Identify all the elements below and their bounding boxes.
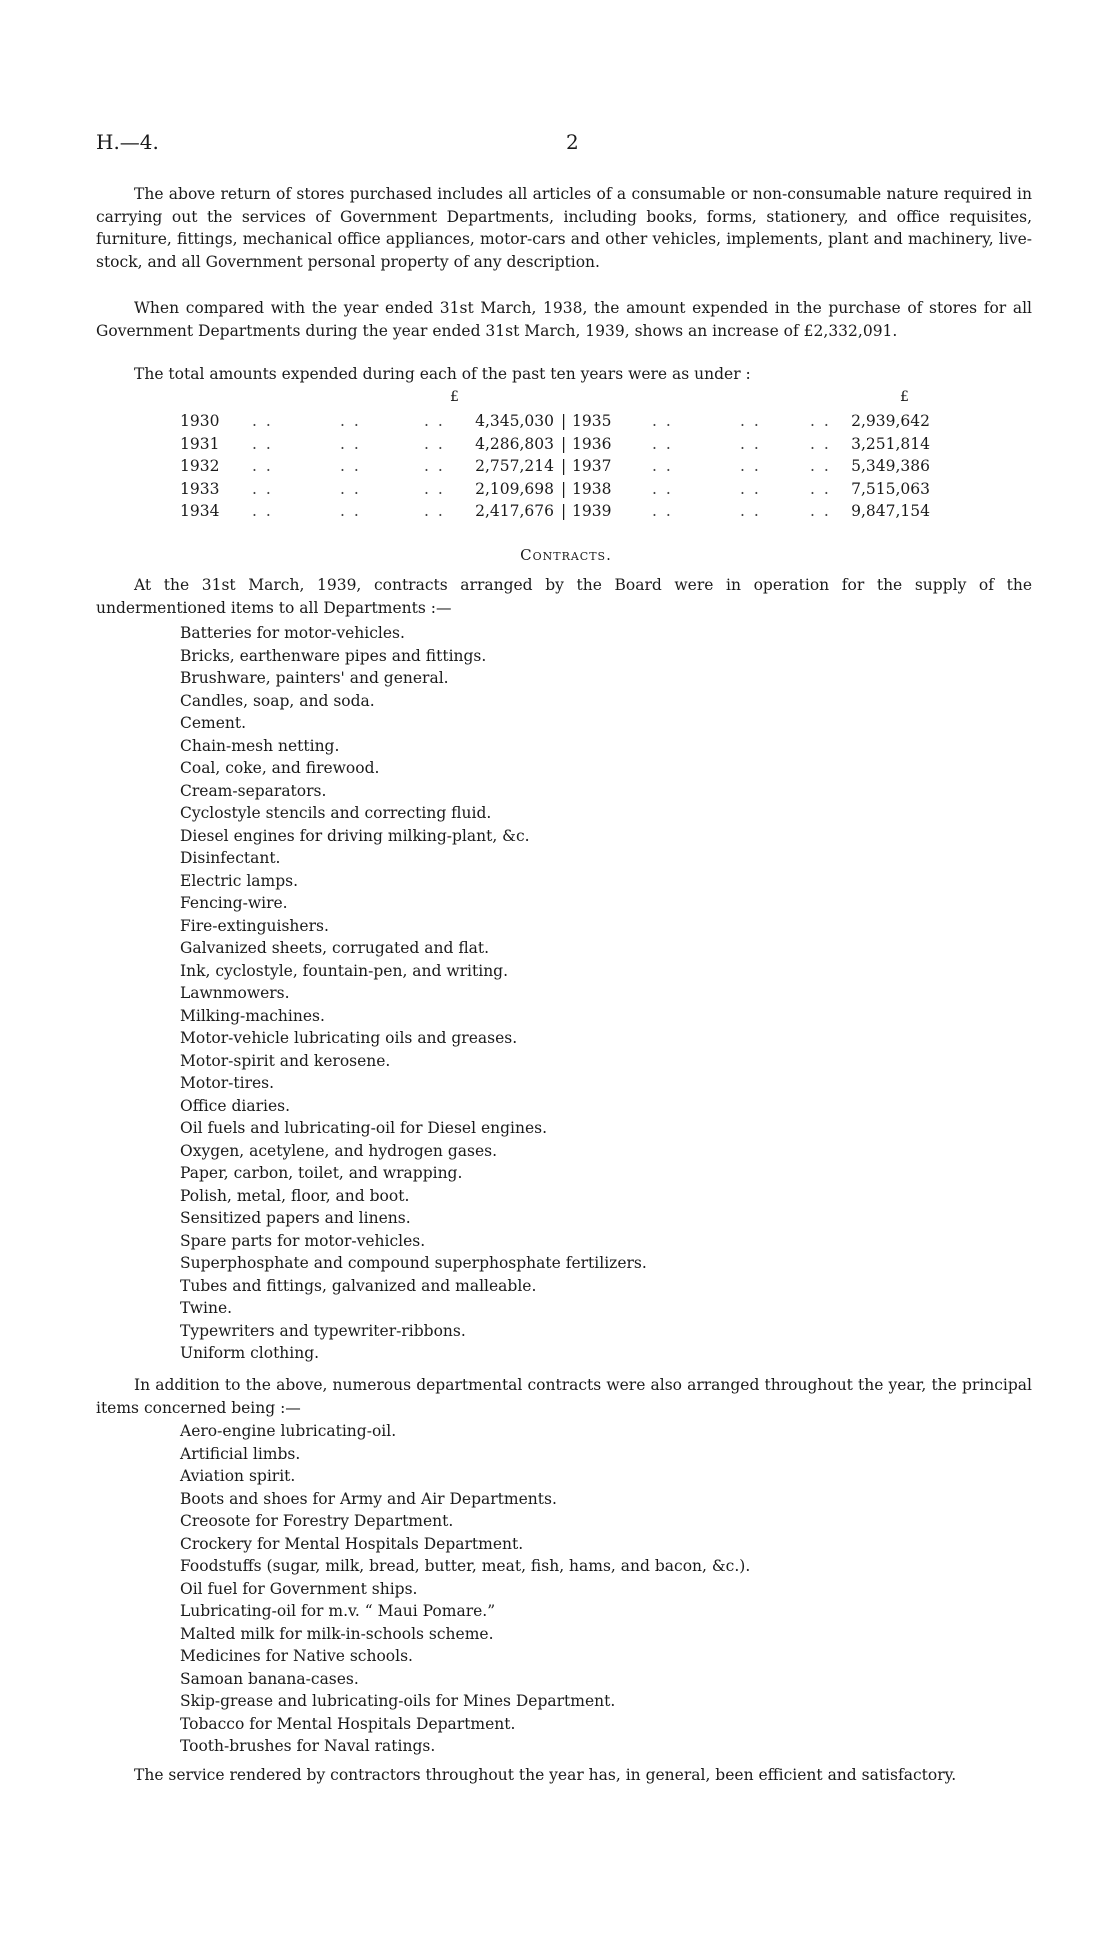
paragraph-stores-description: The above return of stores purchased includes all articles of a consumable or non-consumable nature required in carrying out the services of Government Departments, including books, forms, stationery, and office requisites, furniture, fittings, mechanical office appliances, motor-cars and other vehicles, implements, plant and machinery, live-stock, and all Government personal property of any description. [96,185,1032,271]
list-item: Tobacco for Mental Hospitals Department. [180,1714,516,1733]
leader-dots: . . [810,412,831,430]
list-item: Fencing-wire. [180,894,288,912]
list-item: Office diaries. [180,1096,290,1115]
table-row [180,478,960,501]
column-divider: | [561,412,567,430]
list-item: Aero-engine lubricating-oil. [180,1422,397,1440]
leader-dots: . . [652,479,673,498]
amount-cell: 7,515,063 [851,479,930,498]
table-row [180,455,960,478]
amount-cell: 5,349,386 [851,457,930,475]
list-item: Creosote for Forestry Department. [180,1512,454,1530]
currency-heading-right: £ [900,389,909,405]
list-item: Sensitized papers and linens. [180,1209,411,1227]
list-item: Chain-mesh netting. [180,736,340,755]
list-item: Batteries for motor-vehicles. [180,624,405,642]
list-item: Diesel engines for driving milking-plant, &c. [180,826,530,845]
list-item: Artificial limbs. [180,1444,301,1463]
amount-cell: 4,286,803 [475,434,554,453]
list-item: Fire-extinguishers. [180,916,329,935]
list-item: Coal, coke, and firewood. [180,759,380,777]
leader-dots: . . [740,502,761,520]
list-item: Skip-grease and lubricating-oils for Mines Department. [180,1692,616,1710]
leader-dots: . . [652,502,673,520]
table-row [180,433,960,456]
amount-cell: 2,417,676 [475,502,554,520]
list-item: Paper, carbon, toilet, and wrapping. [180,1164,463,1182]
list-item: Motor-spirit and kerosene. [180,1051,391,1070]
leader-dots: . . [652,434,673,453]
column-divider: | [561,479,567,498]
list-item: Disinfectant. [180,849,281,867]
leader-dots: . . [252,434,273,453]
amount-cell: 2,757,214 [475,457,554,475]
leader-dots: . . [652,457,673,475]
leader-dots: . . [252,502,273,520]
leader-dots: . . [424,412,445,430]
leader-dots: . . [424,457,445,475]
year-cell: 1936 [572,434,612,453]
leader-dots: . . [340,412,361,430]
column-divider: | [561,434,567,453]
totals-table [180,410,960,523]
document-reference: H.—4. [96,130,159,154]
currency-heading-left: £ [450,389,459,405]
leader-dots: . . [340,502,361,520]
leader-dots: . . [340,434,361,453]
leader-dots: . . [810,479,831,498]
list-item: Candles, soap, and soda. [180,691,375,710]
board-contract-items-list [180,622,647,1365]
list-item: Oxygen, acetylene, and hydrogen gases. [180,1141,498,1160]
list-item: Tubes and fittings, galvanized and malleable. [180,1276,537,1295]
leader-dots: . . [252,412,273,430]
paragraph-totals-intro: The total amounts expended during each of the past ten years were as under : [134,365,751,383]
list-item: Spare parts for motor-vehicles. [180,1231,426,1250]
list-item: Foodstuffs (sugar, milk, bread, butter, meat, fish, hams, and bacon, &c.). [180,1557,751,1575]
leader-dots: . . [810,434,831,453]
leader-dots: . . [740,479,761,498]
amount-cell: 2,109,698 [475,479,554,498]
paragraph-service-summary: The service rendered by contractors throughout the year has, in general, been efficient and satisfactory. [134,1766,957,1784]
list-item: Motor-tires. [180,1074,275,1092]
departmental-contract-items-list [180,1420,750,1758]
list-item: Uniform clothing. [180,1344,320,1362]
list-item: Medicines for Native schools. [180,1647,413,1665]
list-item: Samoan banana-cases. [180,1669,359,1688]
list-item: Cement. [180,714,247,732]
list-item: Lawnmowers. [180,984,290,1002]
leader-dots: . . [424,434,445,453]
list-item: Polish, metal, floor, and boot. [180,1186,410,1205]
list-item: Oil fuels and lubricating-oil for Diesel engines. [180,1119,548,1137]
list-item: Galvanized sheets, corrugated and flat. [180,939,490,957]
leader-dots: . . [340,479,361,498]
list-item: Aviation spirit. [180,1467,296,1485]
year-cell: 1934 [180,502,220,520]
list-item: Bricks, earthenware pipes and fittings. [180,646,487,665]
list-item: Lubricating-oil for m.v. “ Maui Pomare.” [180,1602,496,1620]
list-item: Milking-machines. [180,1006,325,1025]
leader-dots: . . [810,457,831,475]
list-item: Electric lamps. [180,871,299,890]
amount-cell: 4,345,030 [475,412,554,430]
list-item: Superphosphate and compound superphosphate fertilizers. [180,1254,647,1272]
list-item: Boots and shoes for Army and Air Departments. [180,1489,557,1508]
list-item: Oil fuel for Government ships. [180,1579,418,1598]
amount-cell: 9,847,154 [851,502,930,520]
leader-dots: . . [252,457,273,475]
year-cell: 1937 [572,457,612,475]
paragraph-board-contracts: At the 31st March, 1939, contracts arranged by the Board were in operation for the supply of the undermentioned items to all Departments :— [96,576,1032,617]
column-divider: | [561,457,567,475]
year-cell: 1930 [180,412,220,430]
leader-dots: . . [424,479,445,498]
amount-cell: 3,251,814 [851,434,930,453]
list-item: Twine. [180,1299,233,1317]
list-item: Ink, cyclostyle, fountain-pen, and writing. [180,961,509,980]
leader-dots: . . [424,502,445,520]
leader-dots: . . [810,502,831,520]
page-header [96,130,1036,160]
table-row [180,410,960,433]
leader-dots: . . [740,457,761,475]
year-cell: 1932 [180,457,220,475]
leader-dots: . . [252,479,273,498]
amount-cell: 2,939,642 [851,412,930,430]
list-item: Tooth-brushes for Naval ratings. [180,1737,436,1755]
paragraph-departmental-contracts: In addition to the above, numerous departmental contracts were also arranged throughout the year, the principal items concerned being :— [96,1376,1032,1417]
leader-dots: . . [652,412,673,430]
year-cell: 1939 [572,502,612,520]
year-cell: 1935 [572,412,612,430]
list-item: Brushware, painters' and general. [180,669,449,687]
paragraph-comparison: When compared with the year ended 31st March, 1938, the amount expended in the purchase of stores for all Government Departments during the year ended 31st March, 1939, shows an increase of £2,332,091. [96,299,1032,340]
leader-dots: . . [740,412,761,430]
page-number: 2 [566,130,579,154]
year-cell: 1938 [572,479,612,498]
list-item: Cyclostyle stencils and correcting fluid. [180,804,492,822]
table-row [180,500,960,523]
leader-dots: . . [340,457,361,475]
list-item: Motor-vehicle lubricating oils and greases. [180,1029,518,1047]
list-item: Cream-separators. [180,781,327,800]
section-title-contracts: Contracts. [520,546,612,564]
list-item: Typewriters and typewriter-ribbons. [180,1321,466,1340]
column-divider: | [561,502,567,520]
year-cell: 1933 [180,479,220,498]
list-item: Malted milk for milk-in-schools scheme. [180,1624,494,1643]
leader-dots: . . [740,434,761,453]
year-cell: 1931 [180,434,220,453]
list-item: Crockery for Mental Hospitals Department. [180,1534,524,1553]
